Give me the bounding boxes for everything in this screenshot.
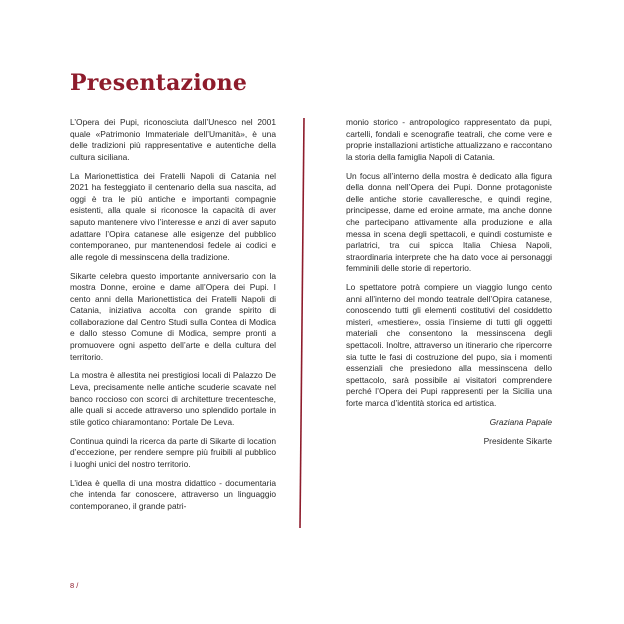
- paragraph: Continua quindi la ricerca da parte di Sikarte di location d’eccezione, per rendere sempre più fruibili al pubblico i luoghi unici del nostro territorio.: [70, 435, 276, 469]
- signature-role: Presidente Sikarte: [483, 435, 552, 446]
- page-number: 8 /: [70, 581, 79, 590]
- signature-name: Graziana Papale: [489, 416, 552, 427]
- paragraph: L’idea è quella di una mostra didattico - documentaria che intenda far conoscere, attraverso un linguaggio contemporaneo, il grande patri-: [70, 477, 276, 511]
- paragraph: Sikarte celebra questo importante anniversario con la mostra Donne, eroine e dame all’Opera dei Pupi. I cento anni della Marionettistica dei Fratelli Napoli di Catania, iniziativa accolta con grande spirito di collaborazione dal Centro Studi sulla Contea di Modica e dallo stesso Comune di Modica, sempre pronti a promuovere ogni aspetto dell’arte e della cultura del territorio.: [70, 270, 276, 362]
- left-text-column: [70, 117, 276, 520]
- divider-stroke: [301, 118, 311, 528]
- paragraph: Lo spettatore potrà compiere un viaggio lungo cento anni all’interno del mondo teatrale dell’Opira catanese, conoscendo tutti gli elementi costitutivi del cosiddetto misteri, «mestiere», ossia l’insieme di tutti gli oggetti materiali che consentono la messinscena degli spettacoli. Inoltre, attraverso un itinerario che ripercorre sia tutte le fasi di costruzione del pupo, sia i momenti essenziali che presiedono alla messinscena dello spettacolo, sarà possibile ai visitatori comprendere perché l’Opera dei Pupi rappresenti per la Sicilia una forte marca d’identità storica ed artistica.: [346, 282, 552, 409]
- right-text-column: [346, 117, 552, 454]
- paragraph: La mostra è allestita nei prestigiosi locali di Palazzo De Leva, precisamente nelle antiche scuderie scavate nel banco roccioso con scorci di architetture trecentesche, alle quali si accede attraverso uno splendido portale in stile gotico chiaramontano: Portale De Leva.: [70, 370, 276, 427]
- paragraph: La Marionettistica dei Fratelli Napoli di Catania nel 2021 ha festeggiato il centenario della sua nascita, ad oggi è tra le più antiche e importanti compagnie esistenti, alla quale si riconosce la capacità di aver saputo mantenere vivo l’interesse e anzi di aver saputo adattare l’Opira catanese alle esigenze del pubblico contemporaneo, pur mantenendosi fedele ai codici e alle regole di messinscena della tradizione.: [70, 170, 276, 262]
- page-title: Presentazione: [70, 70, 248, 96]
- paragraph: monio storico - antropologico rappresentato da pupi, cartelli, fondali e scenografie teatrali, che come vere e proprie installazioni artistiche attualizzano e raccontano la storia della famiglia Napoli di Catania.: [346, 117, 552, 162]
- paragraph: Un focus all’interno della mostra è dedicato alla figura della donna nell’Opera dei Pupi. Donne protagoniste delle antiche storie cavalleresche, e quindi regine, principesse, dame ed eroine armate, ma anche donne che partecipano attivamente alla produzione e alla messa in scena degli spettacoli, e quindi costumiste e parlatrici, tra cui spicca Italia Chiesa Napoli, straordinaria interprete che ha dato voce ai personaggi femminili delle storie di repertorio.: [346, 170, 552, 274]
- paragraph: L’Opera dei Pupi, riconosciuta dall’Unesco nel 2001 quale «Patrimonio Immateriale dell’Umanità», è una delle tradizioni più rappresentative e autentiche della cultura siciliana.: [70, 117, 276, 162]
